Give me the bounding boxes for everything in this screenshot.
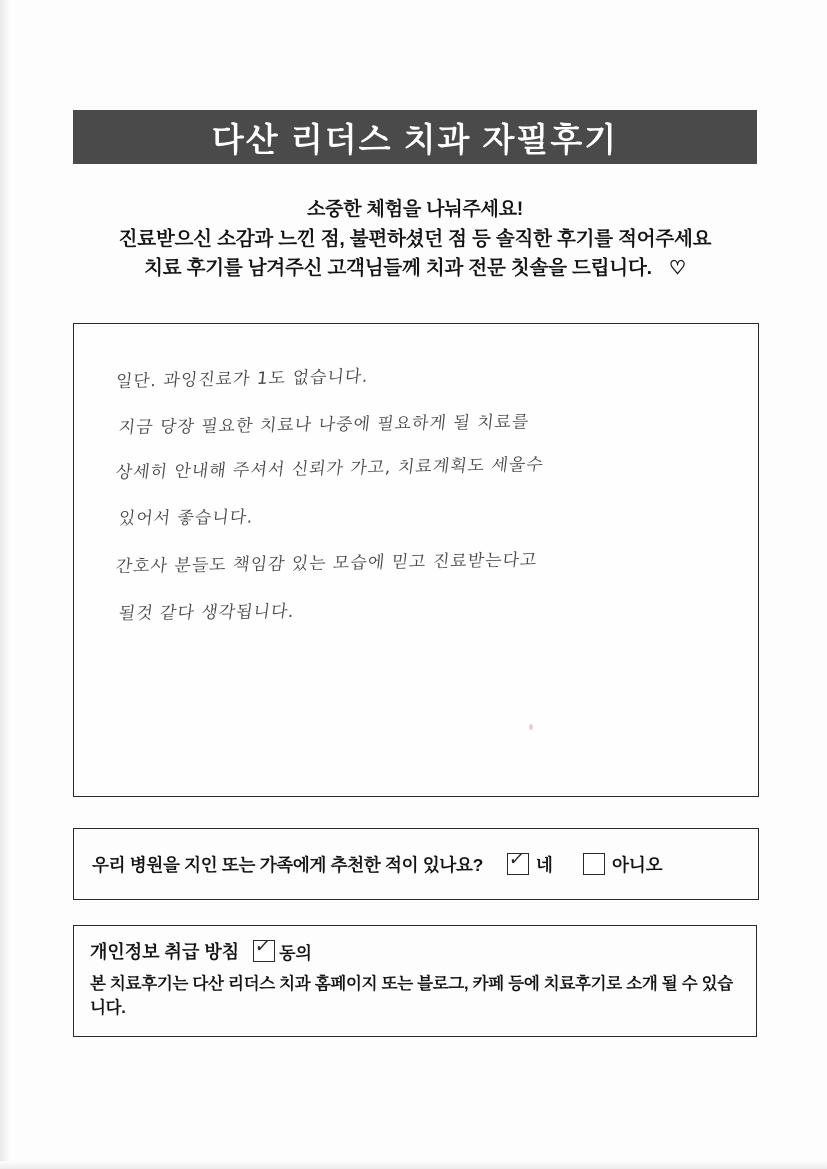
privacy-policy-header (90, 935, 740, 964)
scan-edge-left (0, 0, 10, 1169)
recommendation-option-yes-label: 네 (536, 854, 553, 875)
page-title: 다산 리더스 치과 자필후기 (211, 120, 619, 158)
privacy-consent-label: 동의 (279, 943, 312, 963)
handwritten-review-box[interactable] (73, 323, 759, 797)
intro-text-block (60, 196, 770, 283)
privacy-consent-option[interactable] (253, 935, 312, 964)
checkbox-consent[interactable] (253, 935, 275, 962)
paper-speck (529, 724, 533, 730)
recommendation-option-yes[interactable] (507, 848, 553, 877)
handwriting-line: 있어서 좋습니다. (117, 507, 255, 530)
check-mark-icon: ✓ (507, 848, 527, 870)
handwriting-line: 될것 같다 생각됩니다. (117, 601, 296, 625)
check-mark-icon: ✓ (253, 935, 273, 957)
handwriting-line: 상세히 안내해 주셔서 신뢰가 가고, 치료계획도 세울수 (114, 454, 545, 484)
privacy-policy-box (73, 925, 757, 1037)
scan-edge-bottom (0, 1161, 827, 1169)
intro-line-3-text: 치료 후기를 남겨주신 고객님들께 치과 전문 칫솔을 드립니다. (144, 256, 652, 279)
privacy-policy-title: 개인정보 취급 방침 (90, 942, 240, 962)
recommendation-option-no[interactable] (583, 852, 663, 877)
intro-line-2: 진료받으신 소감과 느낀 점, 불편하셨던 점 등 솔직한 후기를 적어주세요 (118, 227, 712, 250)
intro-line-3 (60, 254, 770, 284)
recommendation-option-no-label: 아니오 (611, 854, 663, 875)
handwriting-line: 지금 당장 필요한 치료나 나중에 필요하게 될 치료를 (117, 412, 531, 439)
recommendation-options (507, 848, 693, 877)
handwriting-line: 일단. 과잉진료가 1도 없습니다. (114, 366, 370, 393)
recommendation-question-label: 우리 병원을 지인 또는 가족에게 추천한 적이 있나요? (92, 854, 484, 875)
privacy-policy-body: 본 치료후기는 다산 리더스 치과 홈페이지 또는 블로그, 카페 등에 치료후기로 소개 될 수 있습니다. (90, 975, 733, 1017)
heart-icon: ♡ (669, 257, 686, 279)
intro-line-1: 소중한 체험을 나눠주세요! (307, 199, 523, 220)
recommendation-question-box (73, 828, 759, 900)
document-title-bar (73, 110, 757, 164)
handwriting-line: 간호사 분들도 책임감 있는 모습에 믿고 진료받는다고 (114, 550, 539, 578)
checkbox-yes[interactable] (507, 848, 529, 875)
checkbox-no[interactable] (583, 853, 605, 875)
